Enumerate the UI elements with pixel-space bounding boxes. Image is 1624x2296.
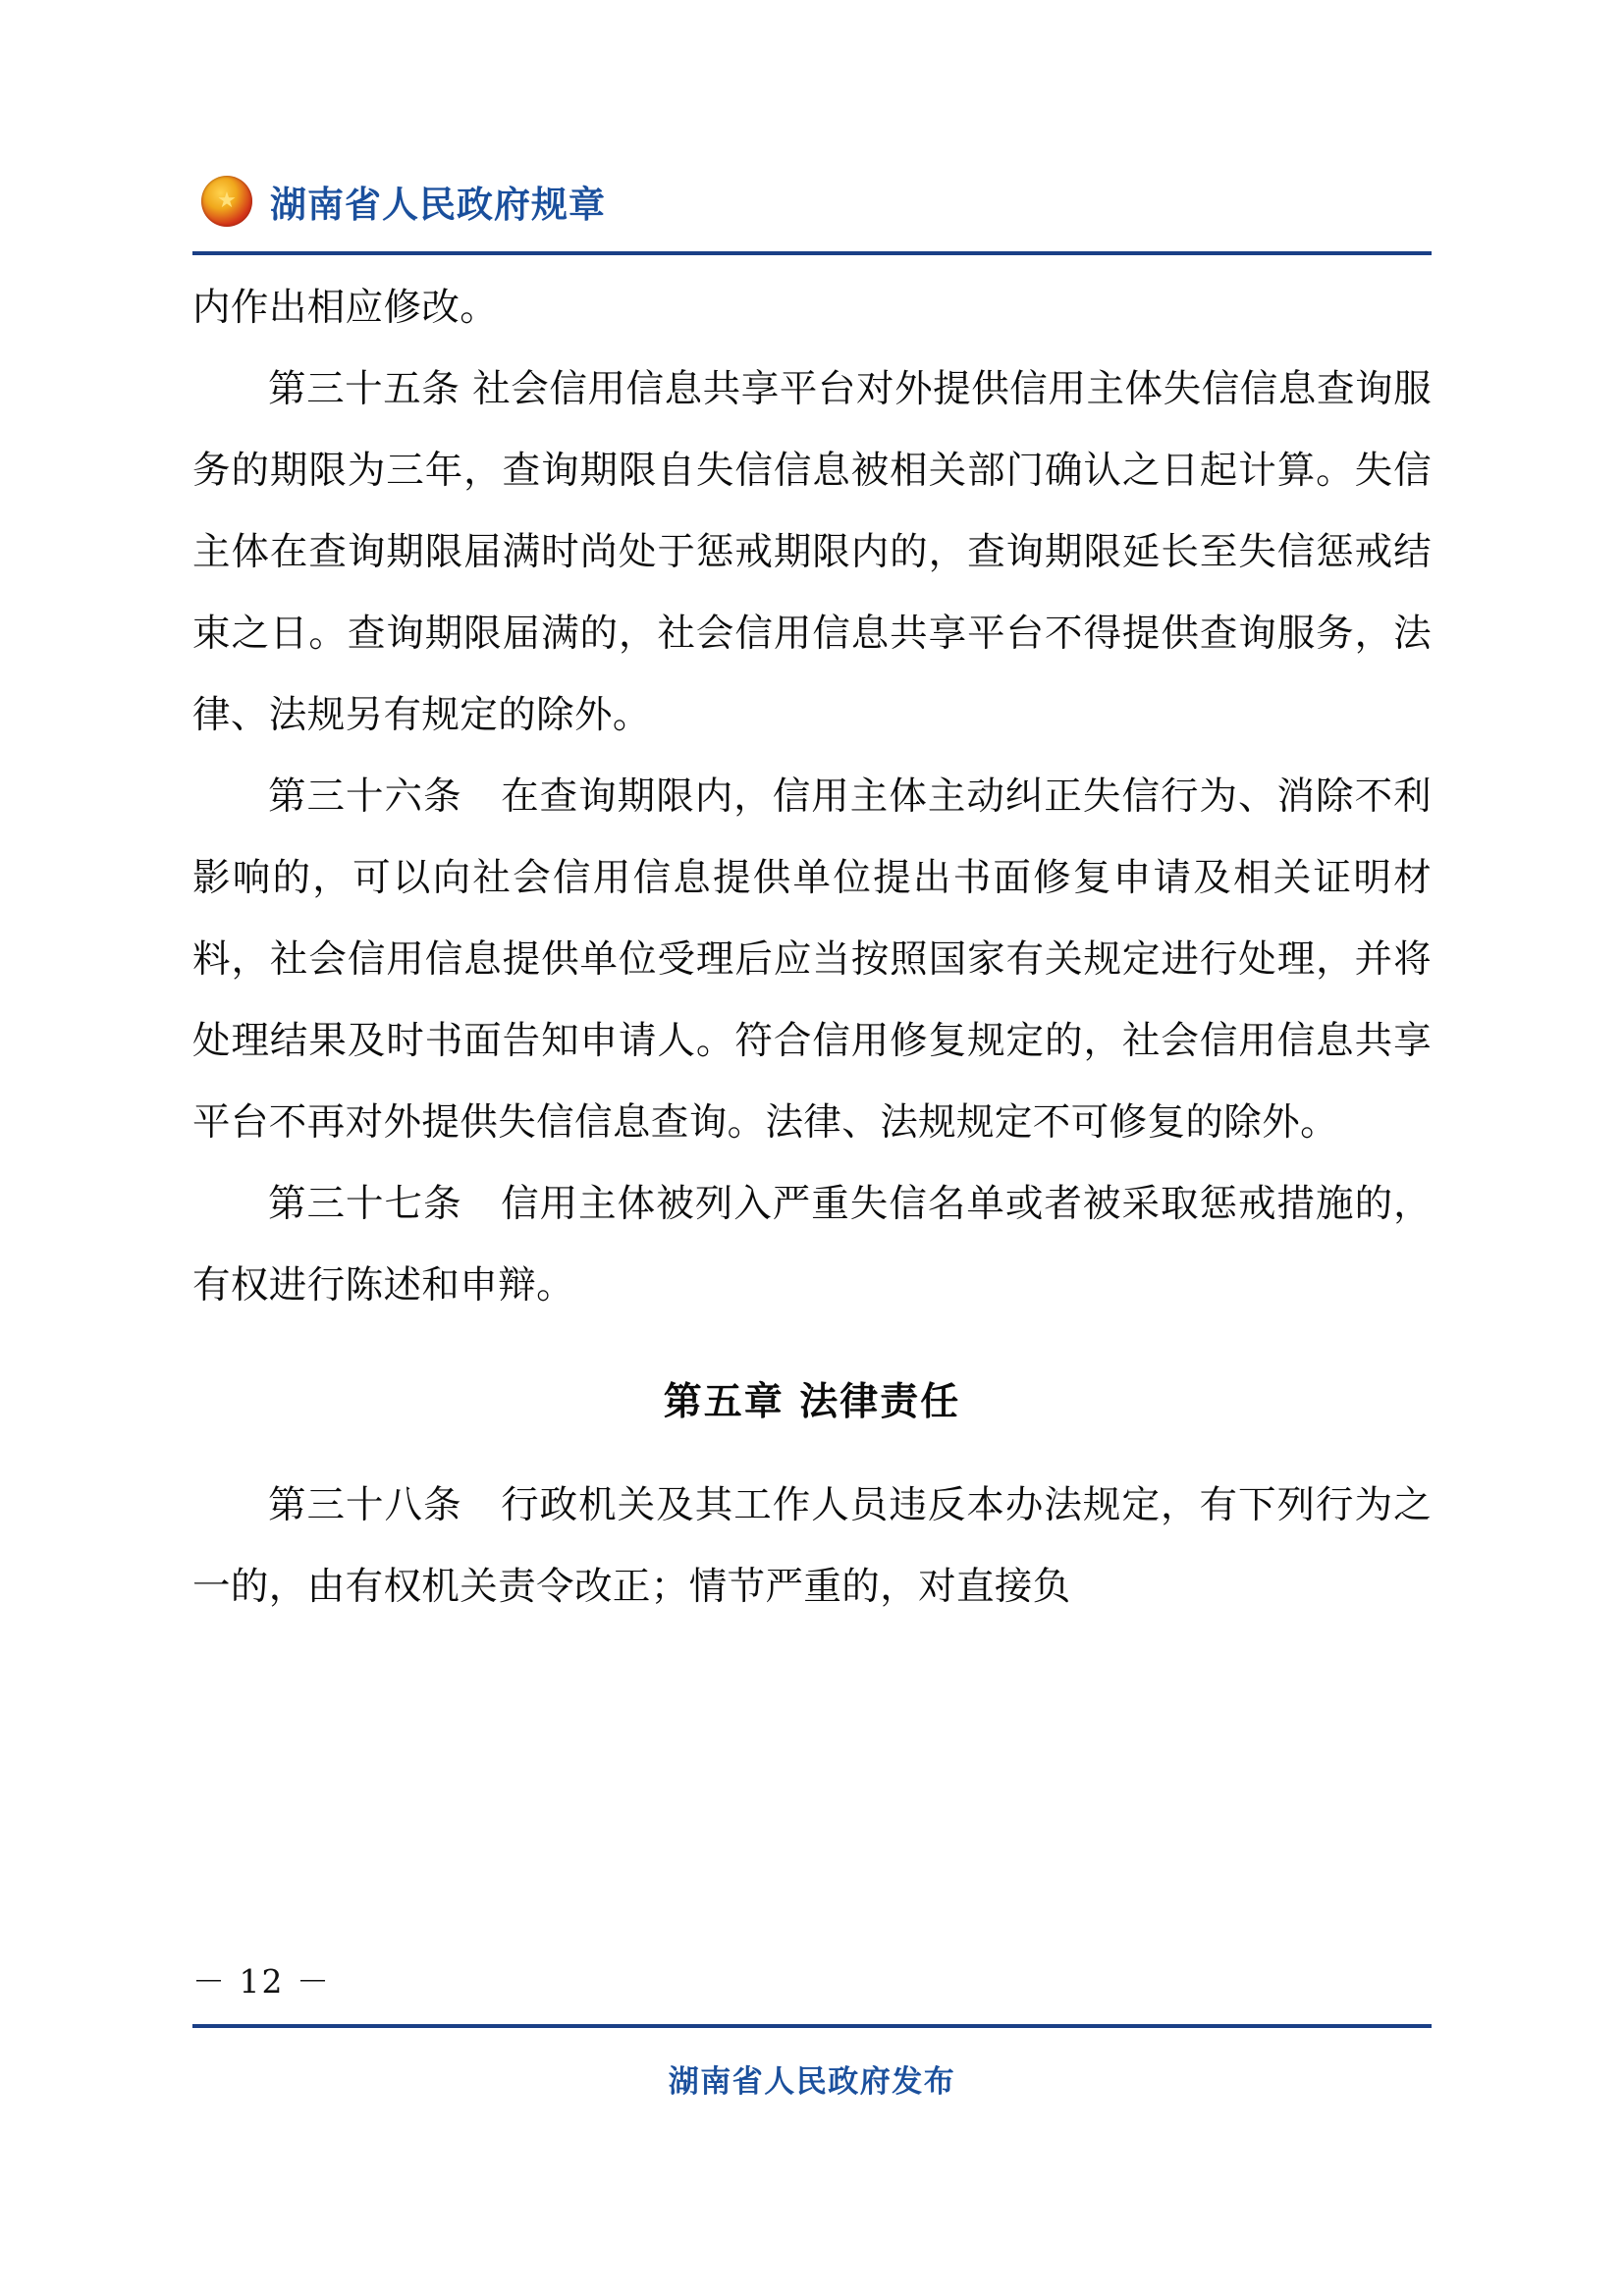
page-number: － 12 － <box>192 1962 331 2001</box>
paragraph-article-35: 第三十五条 社会信用信息共享平台对外提供信用主体失信信息查询服务的期限为三年，查询期限自失信信息被相关部门确认之日起计算。失信主体在查询期限届满时尚处于惩戒期限内的，查询期限延长至失信惩戒结束之日。查询期限届满的，社会信用信息共享平台不得提供查询服务，法律、法规另有规定的除外。 <box>192 367 1432 737</box>
header-title: 湖南省人民政府规章 <box>270 184 606 226</box>
footer-divider <box>192 2024 1432 2028</box>
footer-publisher: 湖南省人民政府发布 <box>668 2064 956 2100</box>
paragraph-article-37: 第三十七条 信用主体被列入严重失信名单或者被采取惩戒措施的，有权进行陈述和申辩。 <box>192 1182 1432 1308</box>
page-header <box>201 162 1424 240</box>
paragraph-continuation: 内作出相应修改。 <box>192 286 499 330</box>
national-emblem-icon <box>201 176 252 227</box>
document-body <box>192 267 1432 1628</box>
chapter-title: 第五章 法律责任 <box>663 1380 961 1424</box>
paragraph-article-38: 第三十八条 行政机关及其工作人员违反本办法规定，有下列行为之一的，由有权机关责令改正；情节严重的，对直接负 <box>192 1483 1432 1609</box>
paragraph-article-36: 第三十六条 在查询期限内，信用主体主动纠正失信行为、消除不利影响的，可以向社会信用信息提供单位提出书面修复申请及相关证明材料，社会信用信息提供单位受理后应当按照国家有关规定进行处理，并将处理结果及时书面告知申请人。符合信用修复规定的，社会信用信息共享平台不再对外提供失信信息查询。法律、法规规定不可修复的除外。 <box>192 774 1432 1145</box>
header-divider <box>192 251 1432 255</box>
